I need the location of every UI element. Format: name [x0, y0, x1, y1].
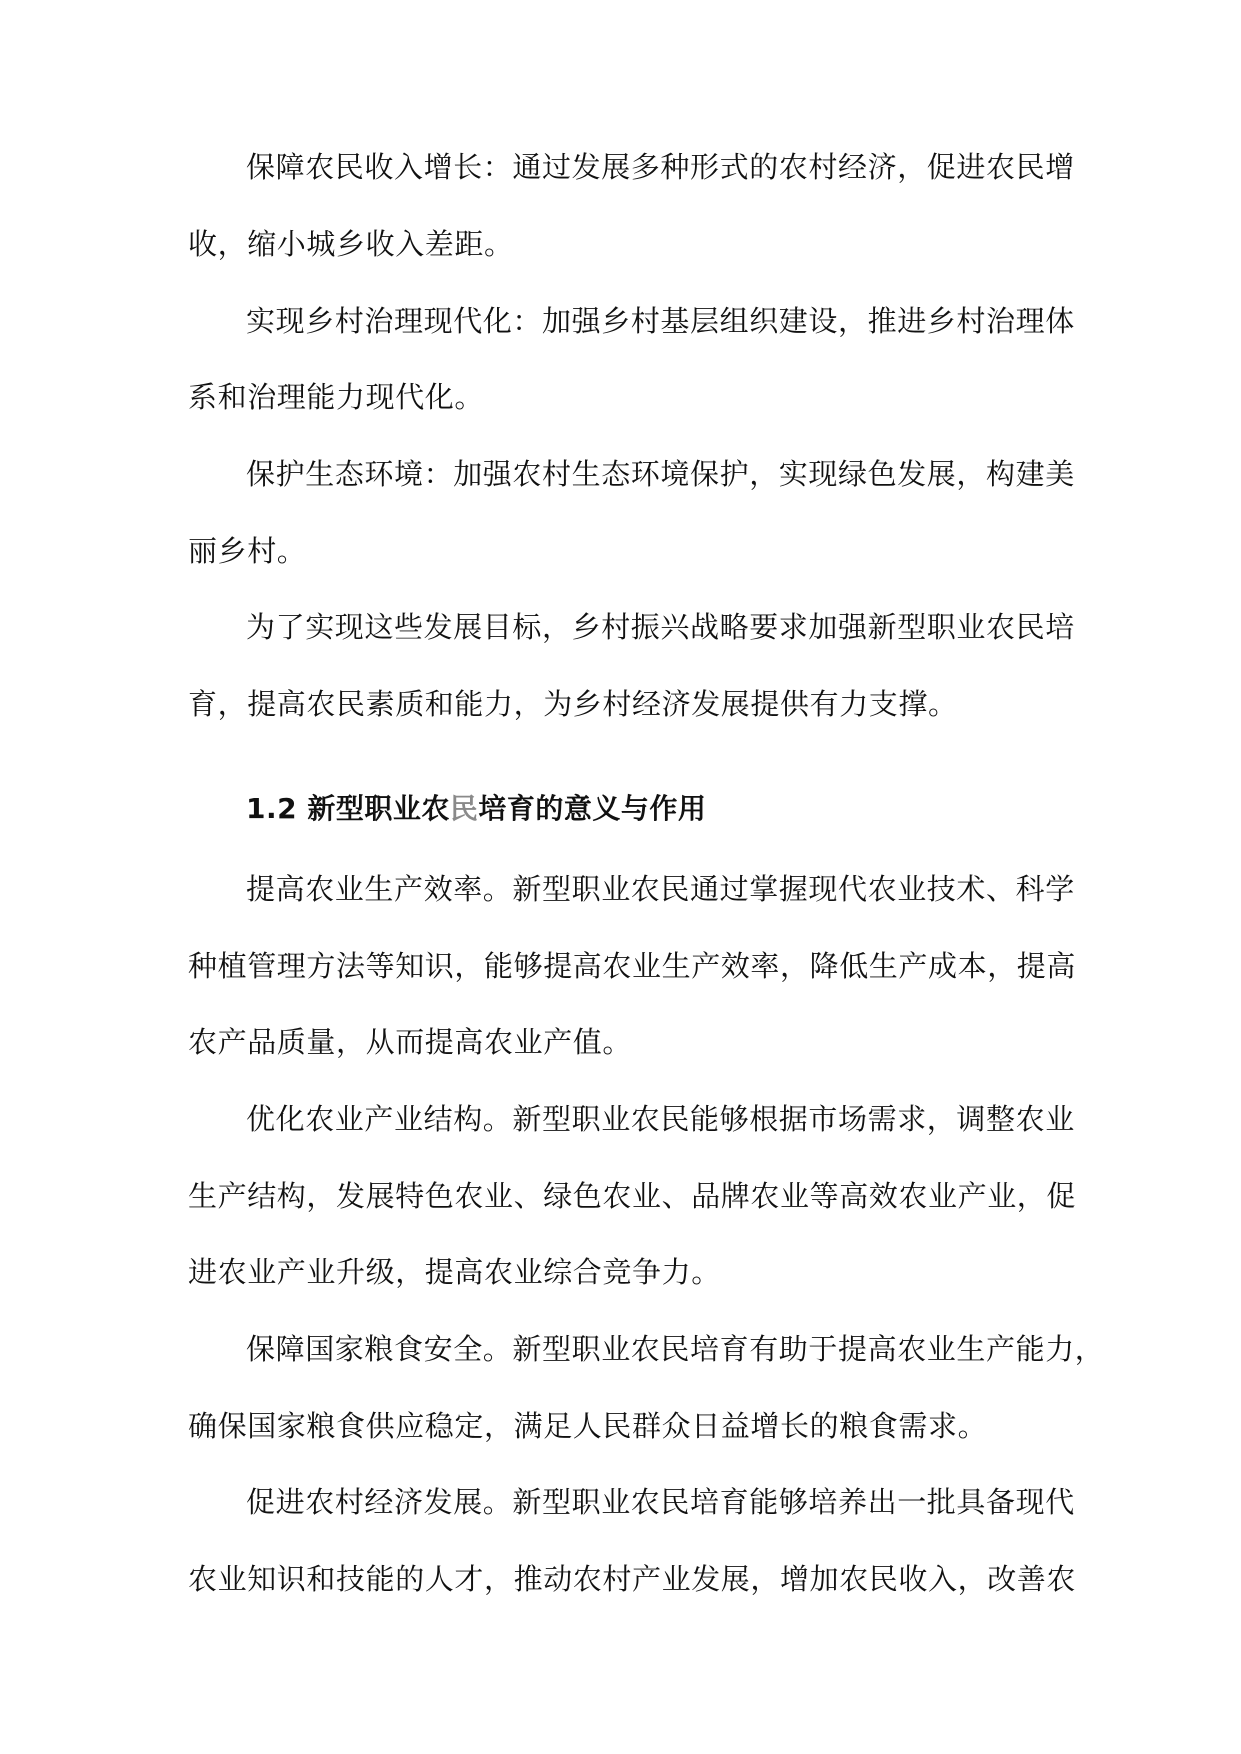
paragraph-3-line-1: 保护生态环境：加强农村生态环境保护，实现绿色发展，构建美	[246, 457, 1075, 491]
paragraph-6-line-1: 优化农业产业结构。新型职业农民能够根据市场需求，调整农业	[246, 1102, 1075, 1136]
paragraph-6-line-3: 进农业产业升级，提高农业综合竞争力。	[188, 1255, 721, 1289]
paragraph-4-line-2: 育，提高农民素质和能力，为乡村经济发展提供有力支撑。	[188, 687, 958, 721]
section-number: 1.2	[246, 792, 298, 825]
paragraph-5-line-2: 种植管理方法等知识，能够提高农业生产效率，降低生产成本，提高	[188, 949, 1077, 983]
paragraph-7-line-2: 确保国家粮食供应稳定，满足人民群众日益增长的粮食需求。	[188, 1409, 988, 1443]
paragraph-4-line-1: 为了实现这些发展目标，乡村振兴战略要求加强新型职业农民培	[246, 610, 1075, 644]
paragraph-5-line-1: 提高农业生产效率。新型职业农民通过掌握现代农业技术、科学	[246, 872, 1075, 906]
paragraph-8-line-1: 促进农村经济发展。新型职业农民培育能够培养出一批具备现代	[246, 1485, 1075, 1519]
section-title-faded-char: 民	[449, 792, 479, 825]
paragraph-2-line-1: 实现乡村治理现代化：加强乡村基层组织建设，推进乡村治理体	[246, 304, 1075, 338]
paragraph-1-line-2: 收，缩小城乡收入差距。	[188, 227, 514, 261]
paragraph-7-line-1: 保障国家粮食安全。新型职业农民培育有助于提高农业生产能力，	[246, 1332, 1105, 1366]
paragraph-5-line-3: 农产品质量，从而提高农业产值。	[188, 1025, 633, 1059]
section-title-part-1: 新型职业农	[307, 792, 450, 825]
paragraph-1-line-1: 保障农民收入增长：通过发展多种形式的农村经济，促进农民增	[246, 150, 1075, 184]
section-title-part-2: 培育的意义与作用	[478, 792, 707, 825]
section-heading	[246, 789, 706, 829]
paragraph-3-line-2: 丽乡村。	[188, 534, 307, 568]
paragraph-2-line-2: 系和治理能力现代化。	[188, 380, 485, 414]
paragraph-6-line-2: 生产结构，发展特色农业、绿色农业、品牌农业等高效农业产业，促	[188, 1179, 1077, 1213]
paragraph-8-line-2: 农业知识和技能的人才，推动农村产业发展，增加农民收入，改善农	[188, 1562, 1077, 1596]
